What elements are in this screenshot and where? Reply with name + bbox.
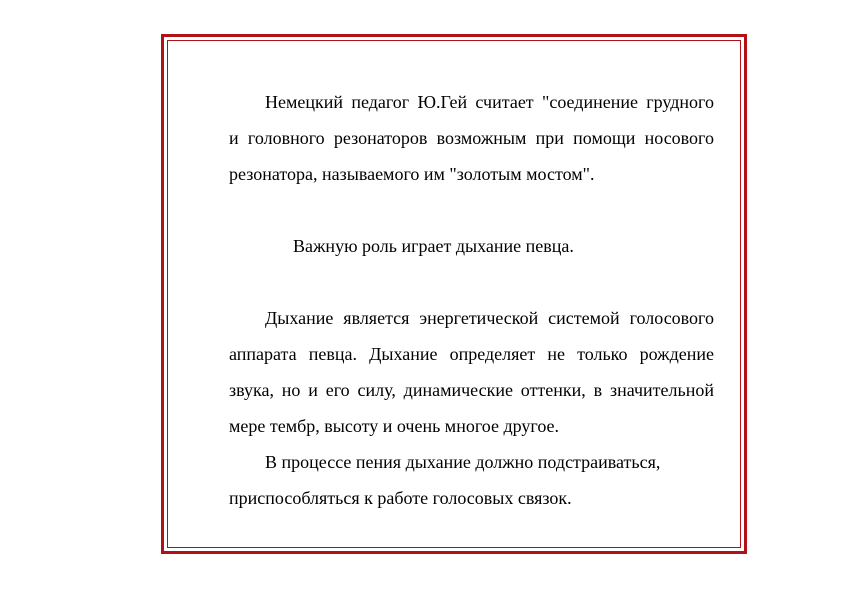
paragraph-breathing-system	[193, 300, 714, 444]
paragraph-resonators	[193, 84, 714, 192]
text-line: Немецкий педагог Ю.Гей считает "соединение грудного	[265, 92, 714, 112]
text-line: В процессе пения дыхание должно подстраиваться,	[265, 452, 661, 472]
text-line: Дыхание является энергетической системой голосового	[265, 308, 714, 328]
text-line: приспособляться к работе голосовых связок.	[229, 488, 572, 508]
text-line: и головного резонаторов возможным при помощи носового	[229, 128, 714, 148]
text-line: Важную роль играет дыхание певца.	[293, 236, 574, 256]
paragraph-gap	[193, 192, 714, 228]
document-body	[193, 84, 714, 516]
text-line: резонатора, называемого им "золотым мостом".	[229, 164, 595, 184]
paragraph-gap	[193, 264, 714, 300]
text-line: звука, но и его силу, динамические оттенки, в значительной	[229, 380, 714, 400]
text-line: мере тембр, высоту и очень многое другое.	[229, 416, 560, 436]
paragraph-breathing-role	[193, 228, 714, 264]
paragraph-singing-process	[193, 444, 714, 516]
text-line: аппарата певца. Дыхание определяет не только рождение	[229, 344, 714, 364]
